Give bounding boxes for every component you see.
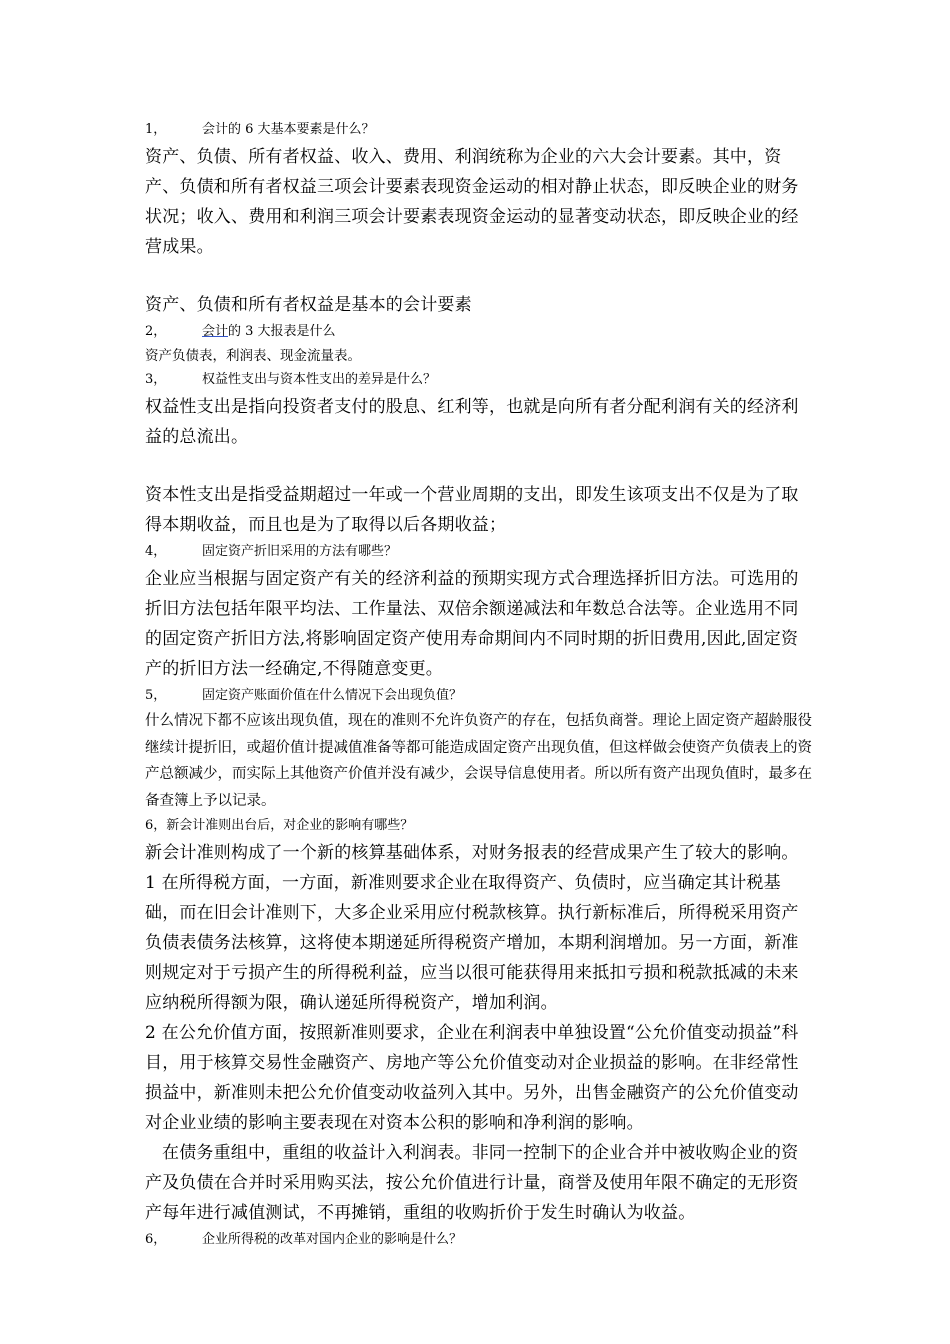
- question-number: 3，: [145, 372, 167, 387]
- accounting-link[interactable]: 会计: [202, 324, 229, 339]
- question-title: 企业所得税的改革对国内企业的影响是什么？: [202, 1232, 463, 1247]
- answer-paragraph: 什么情况下都不应该出现负值，现在的准则不允许负资产的存在，包括负商誉。理论上固定资产超龄服役继续计提折旧，或超价值计提减值准备等都可能造成固定资产出现负值，但这样做会使资产负债表上的资产总额减少，而实际上其他资产价值并没有减少，会误导信息使用者。所以所有资产出现负值时，最多在备查簿上予以记录。: [145, 713, 812, 809]
- question-4-heading: [145, 540, 815, 564]
- answer-paragraph: 新会计准则构成了一个新的核算基础体系，对财务报表的经营成果产生了较大的影响。: [145, 843, 799, 863]
- answer-paragraph: 2 在公允价值方面，按照新准则要求，企业在利润表中单独设置“公允价值变动损益”科目，用于核算交易性金融资产、房地产等公允价值变动对企业损益的影响。在非经常性损益中，新准则未把公允价值变动收益列入其中。另外，出售金融资产的公允价值变动对企业业绩的影响主要表现在对资本公积的影响和净利润的影响。: [145, 1023, 799, 1133]
- question-1-heading: [145, 118, 815, 142]
- answer-paragraph: 1 在所得税方面，一方面，新准则要求企业在取得资产、负债时，应当确定其计税基础，而在旧会计准则下，大多企业采用应付税款核算。执行新标准后，所得税采用资产负债表债务法核算，这将使本期递延所得税资产增加，本期利润增加。另一方面，新准则规定对于亏损产生的所得税利益，应当以很可能获得用来抵扣亏损和税款抵减的未来应纳税所得额为限，确认递延所得税资产，增加利润。: [145, 873, 799, 1013]
- answer-paragraph: 权益性支出是指向投资者支付的股息、红利等，也就是向所有者分配利润有关的经济利益的总流出。: [145, 397, 799, 447]
- question-number: 1，: [145, 122, 167, 137]
- answer-paragraph: 资产负债表，利润表、现金流量表。: [145, 348, 361, 364]
- document-page: [145, 118, 815, 1252]
- question-6-heading: [145, 814, 815, 838]
- question-number: 6，: [145, 1232, 167, 1247]
- question-number: 4，: [145, 544, 167, 559]
- answer-paragraph: 资产、负债和所有者权益是基本的会计要素: [145, 295, 472, 315]
- answer-paragraph: 在债务重组中，重组的收益计入利润表。非同一控制下的企业合并中被收购企业的资产及负债在合并时采用购买法，按公允价值进行计量，商誉及使用年限不确定的无形资产每年进行减值测试，不再摊销，重组的收购折价于发生时确认为收益。: [145, 1143, 799, 1223]
- question-number: 2，: [145, 324, 167, 339]
- answer-paragraph: 企业应当根据与固定资产有关的经济利益的预期实现方式合理选择折旧方法。可选用的折旧方法包括年限平均法、工作量法、双倍余额递减法和年数总合法等。企业选用不同的固定资产折旧方法,将影响固定资产使用寿命期间内不同时期的折旧费用,因此,固定资产的折旧方法一经确定,不得随意变更。: [145, 569, 799, 679]
- question-7-heading: [145, 1228, 815, 1252]
- answer-paragraph: 资本性支出是指受益期超过一年或一个营业周期的支出，即发生该项支出不仅是为了取得本期收益，而且也是为了取得以后各期收益；: [145, 485, 799, 535]
- question-5-heading: [145, 684, 815, 708]
- question-2-heading: [145, 320, 815, 344]
- question-title: 固定资产账面价值在什么情况下会出现负值？: [202, 688, 463, 703]
- answer-paragraph: 资产、负债、所有者权益、收入、费用、利润统称为企业的六大会计要素。其中，资产、负债和所有者权益三项会计要素表现资金运动的相对静止状态，即反映企业的财务状况；收入、费用和利润三项会计要素表现资金运动的显著变动状态，即反映企业的经营成果。: [145, 147, 799, 257]
- question-3-heading: [145, 368, 815, 392]
- question-title: 权益性支出与资本性支出的差异是什么？: [202, 372, 437, 387]
- question-title: 会计的 6 大基本要素是什么？: [202, 122, 375, 137]
- question-title: 的 3 大报表是什么: [228, 324, 336, 339]
- question-title: 固定资产折旧采用的方法有哪些？: [202, 544, 398, 559]
- question-number: 5，: [145, 688, 167, 703]
- question-number: 6，: [145, 818, 167, 833]
- question-title: 新会计准则出台后，对企业的影响有哪些？: [166, 818, 414, 833]
